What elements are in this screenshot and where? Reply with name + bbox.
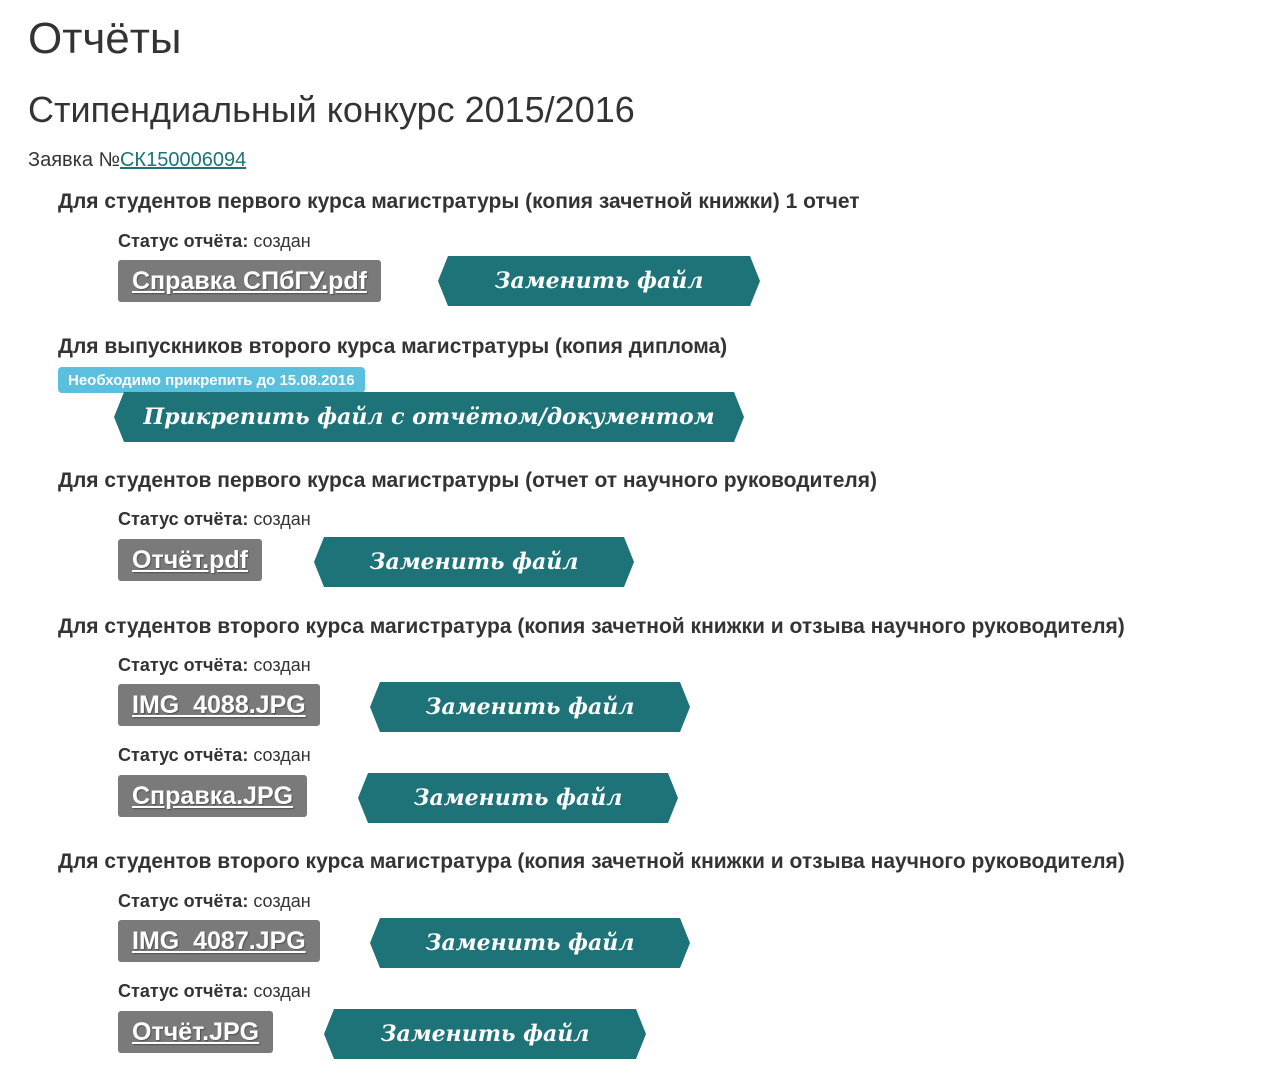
status-value: создан: [253, 655, 311, 675]
status-value: создан: [253, 891, 311, 911]
deadline-badge: Необходимо прикрепить до 15.08.2016: [58, 367, 365, 393]
file-link[interactable]: Отчёт.pdf: [118, 539, 262, 581]
file-link[interactable]: Справка СПбГУ.pdf: [118, 260, 381, 302]
status-label: Статус отчёта:: [118, 891, 249, 911]
replace-file-label: Заменить файл: [494, 268, 704, 294]
application-label: Заявка №: [28, 149, 120, 171]
report-status: [118, 889, 311, 913]
file-link[interactable]: Справка.JPG: [118, 775, 307, 817]
replace-file-label: Заменить файл: [413, 785, 623, 811]
report-group-title: Для выпускников второго курса магистратуры (копия диплома): [58, 335, 728, 358]
page-title: Отчёты: [28, 14, 182, 63]
application-line: [28, 148, 246, 172]
report-group-title: Для студентов второго курса магистратура (копия зачетной книжки и отзыва научного руководителя): [58, 850, 1125, 873]
status-value: создан: [253, 745, 311, 765]
attach-file-button[interactable]: [114, 392, 744, 442]
file-link[interactable]: IMG_4087.JPG: [118, 920, 320, 962]
report-status: [118, 743, 311, 767]
status-value: создан: [253, 981, 311, 1001]
replace-file-button[interactable]: [358, 773, 678, 823]
replace-file-button[interactable]: [438, 256, 760, 306]
replace-file-button[interactable]: [370, 918, 690, 968]
status-label: Статус отчёта:: [118, 509, 249, 529]
replace-file-label: Заменить файл: [369, 549, 579, 575]
report-group-title: Для студентов первого курса магистратуры (копия зачетной книжки) 1 отчет: [58, 190, 860, 213]
replace-file-button[interactable]: [324, 1009, 646, 1059]
replace-file-label: Заменить файл: [425, 694, 635, 720]
status-value: создан: [253, 231, 311, 251]
status-label: Статус отчёта:: [118, 231, 249, 251]
status-label: Статус отчёта:: [118, 745, 249, 765]
report-status: [118, 653, 311, 677]
attach-file-label: Прикрепить файл с отчётом/документом: [143, 404, 715, 430]
contest-subtitle: Стипендиальный конкурс 2015/2016: [28, 89, 635, 130]
replace-file-button[interactable]: [370, 682, 690, 732]
report-status: [118, 979, 311, 1003]
application-number-link[interactable]: СК150006094: [119, 149, 247, 171]
report-status: [118, 507, 311, 531]
status-label: Статус отчёта:: [118, 655, 249, 675]
file-link[interactable]: IMG_4088.JPG: [118, 684, 320, 726]
report-status: [118, 229, 311, 253]
report-group-title: Для студентов первого курса магистратуры (отчет от научного руководителя): [58, 469, 878, 492]
replace-file-label: Заменить файл: [380, 1021, 590, 1047]
replace-file-button[interactable]: [314, 537, 634, 587]
status-value: создан: [253, 509, 311, 529]
file-link[interactable]: Отчёт.JPG: [118, 1011, 273, 1053]
status-label: Статус отчёта:: [118, 981, 249, 1001]
report-group-title: Для студентов второго курса магистратура (копия зачетной книжки и отзыва научного руководителя): [58, 615, 1125, 638]
replace-file-label: Заменить файл: [425, 930, 635, 956]
